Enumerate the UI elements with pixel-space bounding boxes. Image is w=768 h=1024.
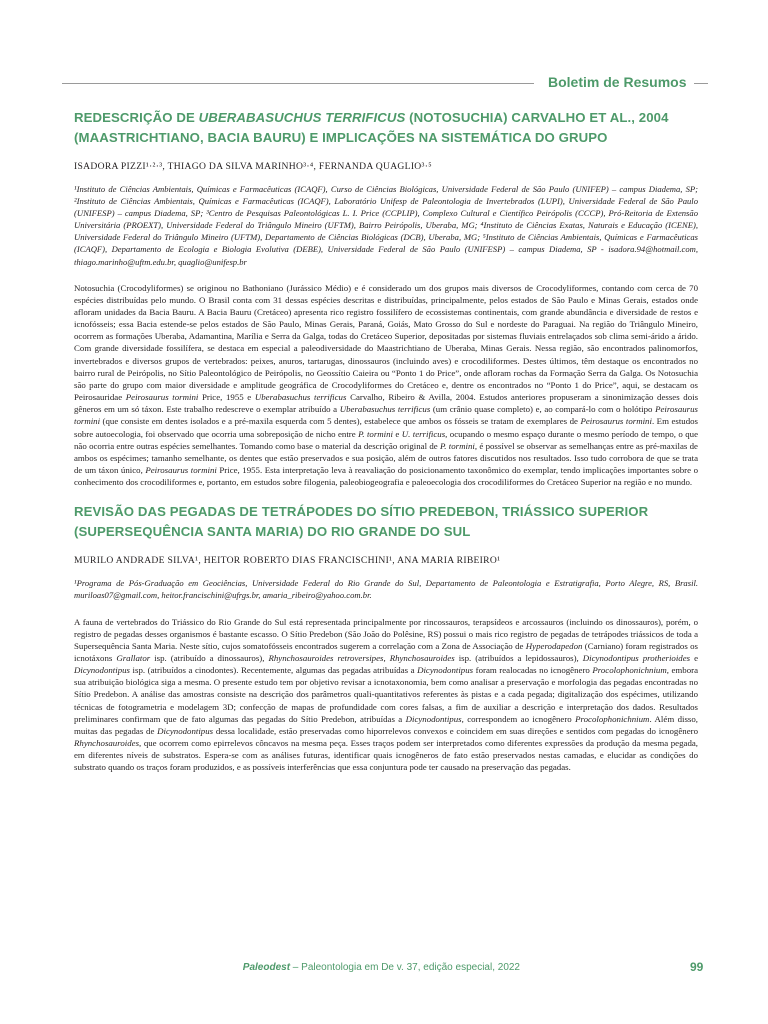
- italic-text: Procolophonichnium: [592, 665, 667, 676]
- article-authors: MURILO ANDRADE SILVA¹, HEITOR ROBERTO DIAS FRANCISCHINI¹, ANA MARIA RIBEIRO¹: [74, 555, 501, 567]
- italic-text: UBERABASUCHUS TERRIFICUS: [198, 110, 406, 125]
- italic-text: Peirosaurus tormini: [580, 416, 652, 427]
- text-run: . Em estudos sobre autoecologia, foi observado que ocorria uma sobreposição de nicho entre: [74, 416, 698, 439]
- text-run: e: [392, 428, 402, 439]
- text-run: , embora sua atribuição biológica siga a mesma. O presente estudo tem por objetivo revisar a icnotaxonomia, bem como analisar a preservação e morfologia das pegadas encontradas no Sítio Predebon. A análise das amostras consiste na descrição dos parâmetros quali-quantitativos referentes às pistas e a cada pegada; digitalização dos espécimes, utilizando técnicas de fotogrametria e modelagem 3D; confecção de mapas de profundidade com cores falsas, a fim de auxiliar a descrição e interpretação dos dados. Resultados preliminares confirmam que de fato algumas das pegadas do Sítio Predebon, atribuídas a: [74, 665, 698, 724]
- italic-text: Grallator: [116, 652, 151, 663]
- text-run: , que ocorrem como epirrelevos côncavos na mesma peça. Esses traços podem ser interpretados como diferentes expressões da produção da mesma pegada, em diferentes níveis de substratos. Espera-se com as análises futuras, identificar quais icnogêneros de fato estão preservados nestas camadas, e elucidar as condições do substrato quando os traços foram produzidos, e as possíveis interferências que essa conjuntura pode ter causado na preservação das pegadas.: [74, 738, 698, 773]
- text-run: A fauna de vertebrados do Triássico do Rio Grande do Sul está representada principalmente por rincossauros, terapsídeos e arcossauros (incluindo os dinossauros), porém, o registro de pegadas desses organismos é bastante escasso. O Sítio Predebon (São João do Polêsine, RS) possui o mais rico registro de pegadas de tetrápodes triássicos de toda a Supersequência Santa Maria. Neste sítio, cujos somatofósseis encontrados sugerem a correlação com a Zona de Associação de: [74, 616, 698, 651]
- italic-text: Dicynodontipus: [405, 713, 462, 724]
- text-run: REDESCRIÇÃO DE: [74, 110, 199, 125]
- italic-text: Rhynchosauroides retroversipes: [268, 652, 384, 663]
- text-run: ,: [383, 652, 390, 663]
- article-affiliations: ¹Programa de Pós-Graduação em Geociências, Universidade Federal do Rio Grande do Sul, Departamento de Paleontologia e Estratigrafia, Porto Alegre, RS, Brasil. muriloas07@gmail.com, heitor.francischini@ufrgs.br, amaria_ribeiro@yahoo.com.br.: [74, 578, 698, 601]
- italic-text: Rhynchosauroides: [74, 738, 140, 749]
- italic-text: Uberabasuchus terrificus: [254, 392, 347, 403]
- italic-text: Dicynodontipus: [74, 665, 131, 676]
- text-run: Price, 1955 e: [198, 392, 255, 403]
- italic-text: Dicynodontipus: [417, 665, 474, 676]
- citation-text: – Paleontologia em De v. 37, edição especial, 2022: [290, 962, 520, 973]
- article-affiliations: ¹Instituto de Ciências Ambientais, Químicas e Farmacêuticas (ICAQF), Curso de Ciências Biológicas, Universidade Federal de São Paulo (UNIFEP) – campus Diadema, SP; ²Instituto de Ciências Ambientais, Químicas e Farmacêuticas (ICAQF), Laboratório Unifesp de Paleontologia de Invertebrados (LUPI), Universidade Federal de São Paulo (UNIFESP) – campus Diadema, SP; ³Centro de Pesquisas Paleontológicas L. I. Price (CCPLIP), Complexo Cultural e Científico Peirópolis (CCCP), Pró-Reitoria de Extensão Universitária (PROEXT), Universidade Federal do Triângulo Mineiro (UFTM), Bairro Peirópolis, Uberaba, MG; ⁴Instituto de Ciências Exatas, Naturais e Educação (ICENE), Universidade Federal do Triângulo Mineiro (UFTM), Departamento de Ciências Biológicas (DCB), Uberaba, MG; ⁵Instituto de Ciências Ambientais, Químicas e Farmacêuticas (ICAQF), Departamento de Ecologia e Biologia Evolutiva (DEBE), Universidade Federal de São Paulo (UNIFESP) – campus Diadema, SP - isadora.94@hotmail.com, thiago.marinho@uftm.edu.br, quaglio@unifesp.br: [74, 184, 698, 267]
- text-run: Carvalho, Ribeiro & Avilla, 2004. Estudos anteriores propuseram a sinonimização desses dois gêneros em um só táxon. Este trabalho redescreve o exemplar atribuído a: [74, 392, 699, 415]
- article-1: [74, 108, 698, 488]
- article-2: [74, 502, 698, 773]
- section-title: Boletim de Resumos: [548, 74, 687, 90]
- text-run: REVISÃO DAS PEGADAS DE TETRÁPODES DO SÍTIO PREDEBON, TRIÁSSICO SUPERIOR (SUPERSEQUÊNCIA SANTA MARIA) DO RIO GRANDE DO SUL: [74, 504, 649, 540]
- italic-text: Hyperodapedon: [525, 640, 583, 651]
- italic-text: Peirosaurus tormini: [74, 404, 698, 427]
- italic-text: Peirosaurus tormini: [125, 392, 199, 403]
- header-rule-right: [694, 83, 708, 84]
- page-number: 99: [690, 960, 704, 974]
- text-run: (Carniano) foram registrados os icnotáxons: [74, 640, 698, 663]
- text-run: dessa localidade, estão preservadas como hiporrelevos convexos e coincidem em suas direções e sentidos com pegadas do icnogênero: [213, 725, 698, 736]
- article-authors: ISADORA PIZZI¹·²·³, THIAGO DA SILVA MARINHO³·⁴, FERNANDA QUAGLIO³·⁵: [74, 161, 432, 172]
- text-run: , é possível se observar as semelhanças entre as pré-maxilas de ambos os espécimes; tamanho semelhante, os dentes que estão preservados e sua posição, além de outros fatores discutidos nos resultados. Isso tudo corrobora de que se trata de um táxon único,: [74, 440, 698, 475]
- text-run: foram realocadas no icnogênero: [473, 665, 593, 676]
- italic-text: P. tormini: [358, 428, 393, 439]
- page-header: [62, 74, 708, 94]
- italic-text: P. tormini: [440, 440, 475, 451]
- italic-text: Uberabasuchus terrificus: [339, 404, 431, 415]
- article-title: [74, 108, 698, 148]
- text-run: (um crânio quase completo) e, ao compará-lo com o holótipo: [430, 404, 656, 415]
- italic-text: Peirosaurus tormini: [145, 465, 217, 475]
- italic-text: Rhynchosauroides: [389, 652, 455, 663]
- text-run: . Além disso, muitas das pegadas de: [74, 713, 698, 736]
- text-run: (que consiste em dentes isolados e a pré-maxila esquerda com 5 dentes), estabelece que ambos os fósseis se tratam de exemplares de: [100, 416, 581, 427]
- footer-citation: [0, 962, 520, 973]
- text-run: Price, 1955. Esta interpretação leva à reavaliação do posicionamento taxonômico do exemplar, tendo implicações importantes sobre o conhecimento dos crocodiliformes e, portanto, em estudos sobre filogenia, paleobiogeografia e paleoecologia dos crocodiliformes do Cretáceo Superior na região e no mundo.: [74, 465, 698, 488]
- text-run: e: [690, 652, 698, 663]
- text-run: , ocupando o mesmo espaço durante o mesmo período de tempo, o que não ocorria entre outras espécies semelhantes. Tomando como base o material da descrição original de: [74, 428, 699, 451]
- article-title: [74, 502, 698, 542]
- text-run: Notosuchia (Crocodyliformes) se originou no Bathoniano (Jurássico Médio) e é considerado um dos grupos mais diversos de Crocodyliformes, contando com cerca de 70 espécies distribuídas pelo mundo. O Brasil conta com 31 dessas espécies descritas e distribuídas, principalmente, pelos estados de São Paulo e Minas Gerais, estados onde afloram unidades da Bacia Bauru. A Bacia Bauru (Cretáceo) apresenta rico registro fossilífero de ecossistemas continentais, com grande abundância e diversidade de restos e icnofósseis; essa Bacia estende-se pelos estados de São Paulo, Minas Gerais, Paraná, Goiás, Mato Grosso do Sul e nordeste do Paraguai. Na região do Triângulo Mineiro, ocorrem as formações Uberaba, Adamantina, Marília e Serra da Galga, todas do Cretáceo Superior, depositadas por sistemas fluviais entrelaçados sob clima semi-árido a árido. Com grande diversidade fossilífera, se destaca em especial a paleodiversidade do Maastrichtiano de Uberaba, Minas Gerais. Nessa região, são encontrados palinomorfos, invertebrados e diversos grupos de vertebrados: peixes, anuros, tartarugas, dinossauros (incluindo aves) e crocodiliformes. Destes últimos, têm destaque os encontrados no bairro rural de Peirópolis, no Sítio Paleontológico de Peirópolis, no Geossítio Caieira ou “Ponto 1 do Price”, onde afloram rochas da Formação Serra da Galga. Os Notosuchia são parte do grupo com maior diversidade e amplitude geográfica de Crocodyliformes do Cretáceo e, dentre os encontrados no “Ponto 1 do Price”, aqui, se destacam os Peirosauridae: [74, 282, 698, 403]
- journal-name: Paleodest: [242, 962, 291, 973]
- italic-text: U. terrificus: [401, 428, 446, 439]
- text-run: , correspondem ao icnogênero: [461, 713, 576, 724]
- text-run: isp. (atribuídos a lepidossauros),: [454, 652, 583, 663]
- italic-text: Procolophonichnium: [575, 713, 650, 724]
- header-rule-left: [62, 83, 534, 84]
- article-abstract: [74, 616, 698, 774]
- text-run: isp. (atribuído a dinossauros),: [150, 652, 269, 663]
- article-abstract: [74, 282, 698, 489]
- page-footer: [0, 962, 768, 978]
- italic-text: Dicynodontipus: [157, 725, 214, 736]
- italic-text: Dicynodontipus protherioides: [582, 652, 691, 663]
- text-run: (NOTOSUCHIA) CARVALHO ET AL., 2004 (MAASTRICHTIANO, BACIA BAURU) E IMPLICAÇÕES NA SISTEMÁTICA DO GRUPO: [74, 110, 669, 145]
- text-run: isp. (atribuídos a cinodontes). Recentemente, algumas das pegadas atribuídas a: [130, 665, 418, 676]
- page-content: [74, 108, 698, 788]
